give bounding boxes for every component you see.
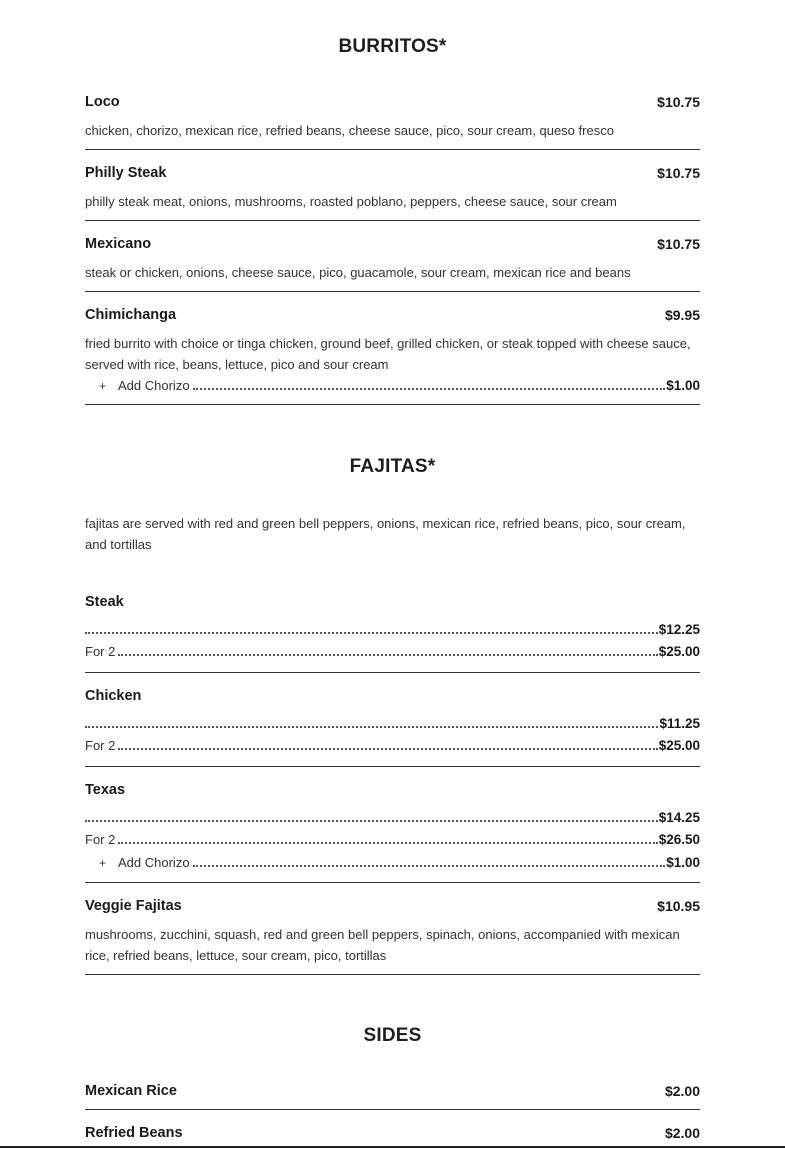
divider — [85, 220, 700, 221]
item-price: $10.75 — [657, 165, 700, 181]
for-2-label: For 2 — [85, 832, 116, 847]
item-name: Texas — [85, 782, 126, 798]
item-price-for-2: $25.00 — [658, 644, 700, 659]
item-name: Philly Steak — [85, 165, 167, 181]
item-description: mushrooms, zucchini, squash, red and green bell peppers, spinach, onions, accompanied with mexican rice, refried beans, lettuce, sour cream, pico, tortillas — [85, 927, 680, 963]
section-title-burritos: BURRITOS* — [338, 36, 447, 57]
price-row-single — [85, 715, 700, 731]
addon-price: $1.00 — [666, 378, 700, 393]
item-name: Veggie Fajitas — [85, 898, 182, 914]
item-description: fried burrito with choice or tinga chicken, ground beef, grilled chicken, or steak topped with cheese sauce, served with rice, beans, lettuce, pico and sour cream — [85, 336, 691, 372]
dot-leader — [193, 388, 666, 390]
item-name: Loco — [85, 94, 120, 110]
item-name: Chicken — [85, 688, 142, 704]
price-row-for-2 — [85, 737, 700, 753]
item-name: Refried Beans — [85, 1125, 183, 1141]
addon-row-chorizo — [85, 377, 700, 393]
plus-icon: + — [99, 379, 107, 393]
item-price: $9.95 — [664, 307, 700, 323]
item-name: Chimichanga — [85, 307, 177, 323]
divider — [85, 766, 700, 767]
item-price: $2.00 — [664, 1125, 700, 1141]
item-name: Mexicano — [85, 236, 152, 252]
price-row-for-2 — [85, 643, 700, 659]
divider — [85, 1109, 700, 1110]
divider — [85, 974, 700, 975]
addon-price: $1.00 — [666, 855, 700, 870]
dot-leader — [118, 842, 657, 844]
divider — [85, 291, 700, 292]
addon-row-chorizo — [85, 854, 700, 870]
item-name: Steak — [85, 594, 124, 610]
price-row-single — [85, 621, 700, 637]
divider — [85, 404, 700, 405]
item-price: $10.75 — [657, 94, 700, 110]
section-title-fajitas: FAJITAS* — [349, 456, 436, 477]
item-price: $2.00 — [664, 1083, 700, 1099]
item-description: steak or chicken, onions, cheese sauce, pico, guacamole, sour cream, mexican rice and beans — [85, 265, 631, 280]
divider — [85, 149, 700, 150]
item-price: $11.25 — [659, 716, 700, 731]
dot-leader — [85, 820, 658, 822]
for-2-label: For 2 — [85, 644, 116, 659]
price-row-for-2 — [85, 831, 700, 847]
addon-label: Add Chorizo — [118, 855, 190, 870]
addon-label: Add Chorizo — [118, 378, 190, 393]
plus-icon: + — [99, 856, 107, 870]
item-description: philly steak meat, onions, mushrooms, roasted poblano, peppers, cheese sauce, sour cream — [85, 194, 617, 209]
item-description: chicken, chorizo, mexican rice, refried beans, cheese sauce, pico, sour cream, queso fresco — [85, 123, 614, 138]
item-price-for-2: $25.00 — [658, 738, 700, 753]
item-name: Mexican Rice — [85, 1083, 177, 1099]
dot-leader — [85, 632, 658, 634]
divider — [85, 672, 700, 673]
for-2-label: For 2 — [85, 738, 116, 753]
dot-leader — [85, 726, 658, 728]
item-price: $10.75 — [657, 236, 700, 252]
dot-leader — [118, 654, 657, 656]
price-row-single — [85, 809, 700, 825]
page-bottom-border — [0, 1146, 785, 1148]
section-intro: fajitas are served with red and green bell peppers, onions, mexican rice, refried beans, pico, sour cream, and tortillas — [85, 516, 686, 552]
divider — [85, 882, 700, 883]
item-price: $12.25 — [658, 622, 700, 637]
item-price: $10.95 — [657, 898, 700, 914]
section-title-sides: SIDES — [363, 1025, 422, 1046]
dot-leader — [193, 865, 666, 867]
item-price: $14.25 — [658, 810, 700, 825]
dot-leader — [118, 748, 657, 750]
item-price-for-2: $26.50 — [658, 832, 700, 847]
